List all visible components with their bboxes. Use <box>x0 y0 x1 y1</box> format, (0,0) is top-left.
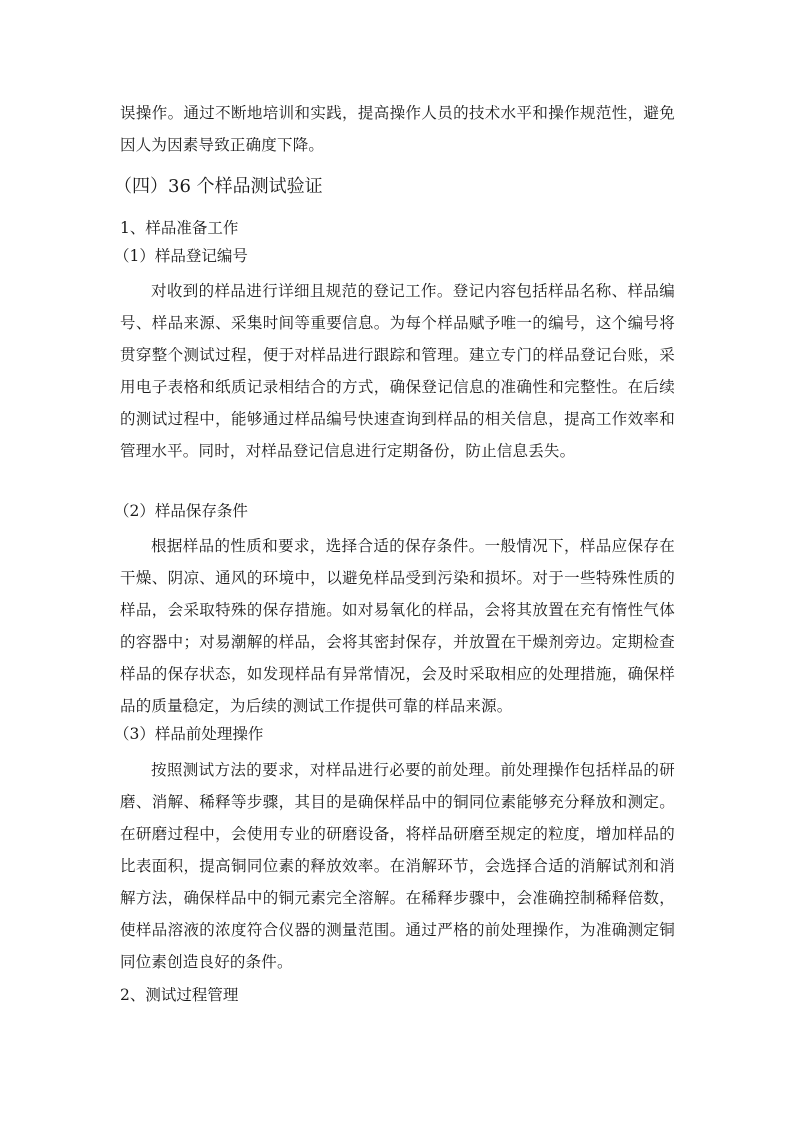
item3-paragraph: 按照测试方法的要求，对样品进行必要的前处理。前处理操作包括样品的研磨、消解、稀释等步骤，其目的是确保样品中的铜同位素能够充分释放和测定。在研磨过程中，会使用专业的研磨设备，将样品研磨至规定的粒度，增加样品的比表面积，提高铜同位素的释放效率。在消解环节，会选择合适的消解试剂和消解方法，确保样品中的铜元素完全溶解。在稀释步骤中，会准确控制稀释倍数，使样品溶液的浓度符合仪器的测量范围。通过严格的前处理操作，为准确测定铜同位素创造良好的条件。 <box>120 761 675 971</box>
item2-heading: （2）样品保存条件 <box>114 502 248 520</box>
item3-heading: （3）样品前处理操作 <box>114 725 264 743</box>
item1-paragraph: 对收到的样品进行详细且规范的登记工作。登记内容包括样品名称、样品编号、样品来源、采集时间等重要信息。为每个样品赋予唯一的编号，这个编号将贯穿整个测试过程，便于对样品进行跟踪和管理。建立专门的样品登记台账，采用电子表格和纸质记录相结合的方式，确保登记信息的准确性和完整性。在后续的测试过程中，能够通过样品编号快速查询到样品的相关信息，提高工作效率和管理水平。同时，对样品登记信息进行定期备份，防止信息丢失。 <box>120 282 675 460</box>
part1-heading: 1、样品准备工作 <box>120 219 239 237</box>
part2-heading: 2、测试过程管理 <box>120 986 239 1004</box>
item1-heading: （1）样品登记编号 <box>114 247 248 265</box>
continuation-paragraph: 误操作。通过不断地培训和实践，提高操作人员的技术水平和操作规范性，避免因人为因素导致正确度下降。 <box>120 104 675 154</box>
item2-paragraph: 根据样品的性质和要求，选择合适的保存条件。一般情况下，样品应保存在干燥、阴凉、通风的环境中，以避免样品受到污染和损坏。对于一些特殊性质的样品，会采取特殊的保存措施。如对易氧化的样品，会将其放置在充有惰性气体的容器中；对易潮解的样品，会将其密封保存，并放置在干燥剂旁边。定期检查样品的保存状态，如发现样品有异常情况，会及时采取相应的处理措施，确保样品的质量稳定，为后续的测试工作提供可靠的样品来源。 <box>120 537 675 715</box>
section-heading: （四）36 个样品测试验证 <box>114 176 323 197</box>
